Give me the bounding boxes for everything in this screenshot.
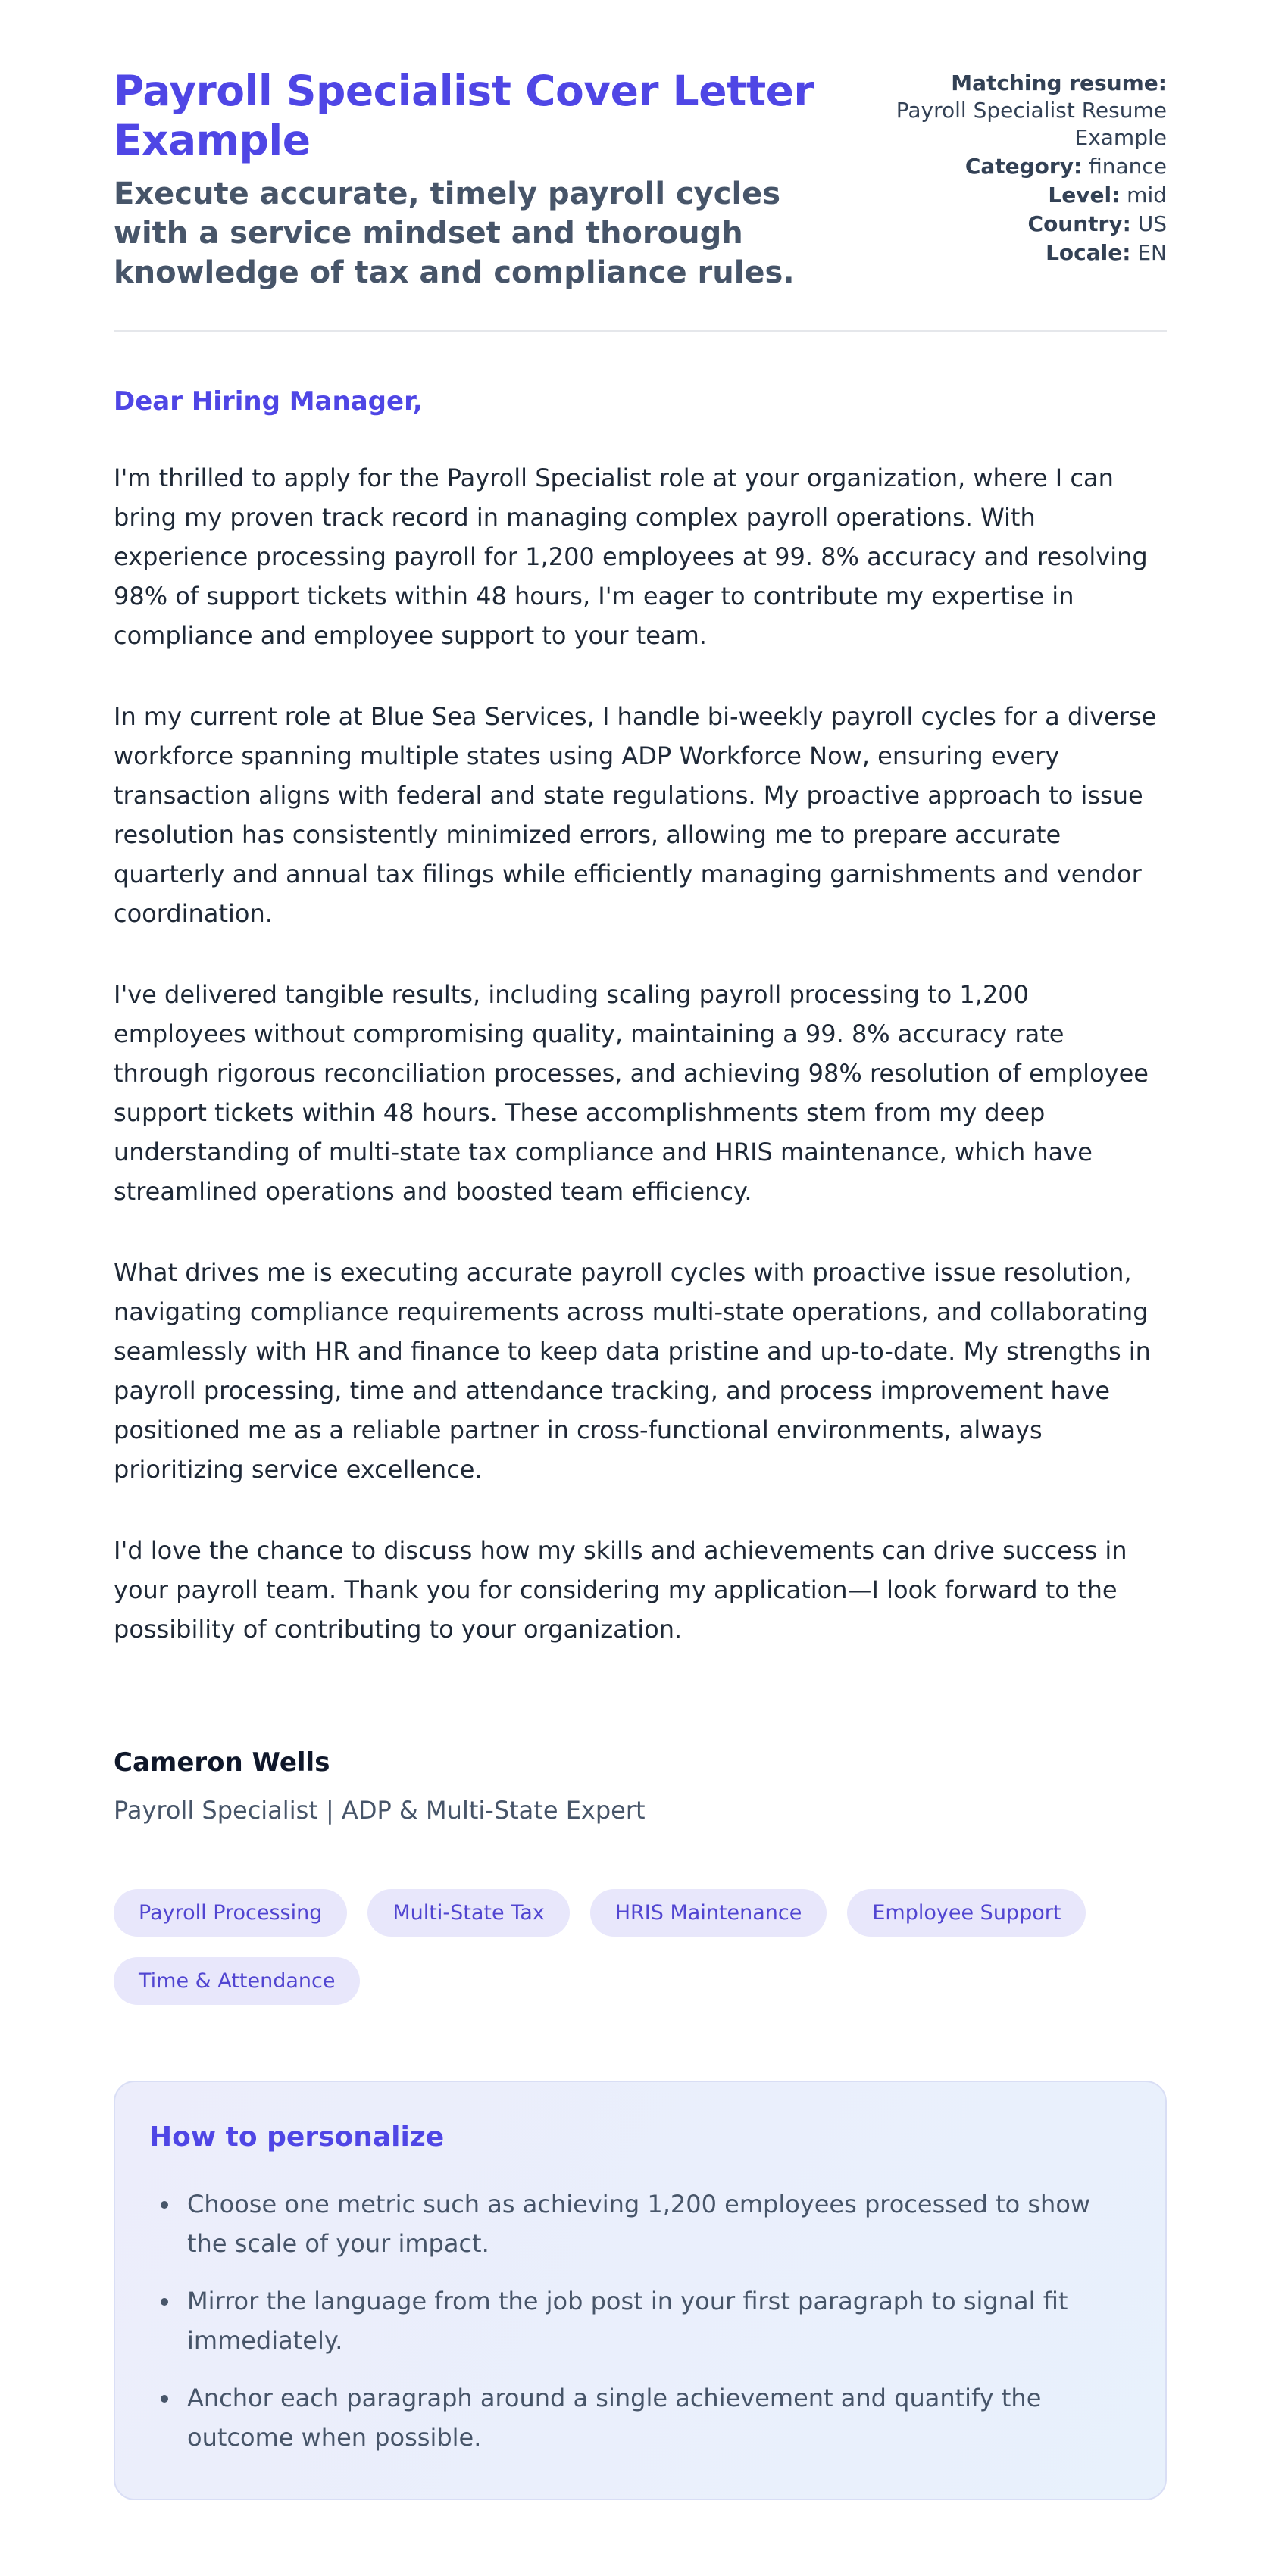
how-to-personalize-card	[114, 2081, 1167, 2500]
meta-level-value: mid	[1127, 183, 1167, 208]
header	[114, 67, 1167, 292]
letter-paragraph-3: I've delivered tangible results, including scaling payroll processing to 1,200 employees without compromising quality, maintaining a 99. 8% accuracy rate through rigorous reconciliation processes, and achieving 98% resolution of employee support tickets within 48 hours. These accomplishments stem from my deep understanding of multi-state tax compliance and HRIS maintenance, which have streamlined operations and boosted team efficiency.	[114, 979, 1149, 1206]
meta-level-label: Level:	[1048, 183, 1121, 208]
meta-matching-resume-value: Payroll Specialist Resume Example	[896, 98, 1167, 150]
cover-letter-page	[114, 0, 1167, 2500]
meta-locale	[851, 239, 1167, 267]
tip-card-title: How to personalize	[149, 2121, 445, 2153]
signature-name: Cameron Wells	[114, 1747, 330, 1778]
meta-locale-label: Locale:	[1046, 240, 1131, 265]
skill-tag-payroll-processing: Payroll Processing	[114, 1889, 347, 1937]
letter-greeting: Dear Hiring Manager,	[114, 386, 423, 417]
meta-locale-value: EN	[1137, 240, 1167, 265]
meta-country	[851, 211, 1167, 238]
meta-category-value: finance	[1089, 154, 1167, 179]
signature-title: Payroll Specialist | ADP & Multi-State Expert	[114, 1795, 646, 1825]
meta-matching-resume-label: Matching resume:	[951, 70, 1167, 95]
skill-tag-employee-support: Employee Support	[847, 1889, 1086, 1937]
skill-tag-time-attendance: Time & Attendance	[114, 1957, 360, 2005]
page-title: Payroll Specialist Cover Letter Example	[114, 67, 814, 164]
page-subtitle: Execute accurate, timely payroll cycles with a service mindset and thorough knowledge of tax and compliance rules.	[114, 176, 795, 290]
header-title-block	[114, 67, 851, 292]
skill-tags	[114, 1889, 1167, 2005]
letter-paragraph-1: I'm thrilled to apply for the Payroll Specialist role at your organization, where I can bring my proven track record in managing complex payroll operations. With experience processing payroll for 1,200 employees at 99. 8% accuracy and resolving 98% of support tickets within 48 hours, I'm eager to contribute my expertise in compliance and employee support to your team.	[114, 463, 1148, 650]
skill-tag-hris-maintenance: HRIS Maintenance	[590, 1889, 827, 1937]
header-divider	[114, 330, 1167, 332]
tip-card-bullet-2: • Mirror the language from the job post in your first paragraph to signal fit immediately.	[181, 2281, 1124, 2360]
tip-card-list	[149, 2184, 1124, 2457]
meta-country-value: US	[1137, 211, 1167, 236]
letter-paragraph-4: What drives me is executing accurate payroll cycles with proactive issue resolution, navigating compliance requirements across multi-state operations, and collaborating seamlessly with HR and finance to keep data pristine and up-to-date. My strengths in payroll processing, time and attendance tracking, and process improvement have positioned me as a reliable partner in cross-functional environments, always prioritizing service excellence.	[114, 1257, 1151, 1484]
tip-card-bullet-3: • Anchor each paragraph around a single achievement and quantify the outcome when possible.	[181, 2378, 1124, 2457]
meta-category	[851, 153, 1167, 180]
meta-country-label: Country:	[1027, 211, 1131, 236]
letter-paragraph-2: In my current role at Blue Sea Services, I handle bi-weekly payroll cycles for a diverse workforce spanning multiple states using ADP Workforce Now, ensuring every transaction aligns with federal and state regulations. My proactive approach to issue resolution has consistently minimized errors, allowing me to prepare accurate quarterly and annual tax filings while efficiently managing garnishments and vendor coordination.	[114, 701, 1157, 928]
skill-tag-multi-state-tax: Multi-State Tax	[367, 1889, 569, 1937]
meta-category-label: Category:	[964, 154, 1083, 179]
letter-paragraph-5: I'd love the chance to discuss how my skills and achievements can drive success in your payroll team. Thank you for considering my application—I look forward to the possibility of contributing to your organization.	[114, 1535, 1127, 1644]
meta-level	[851, 182, 1167, 209]
meta-panel	[851, 67, 1167, 268]
tip-card-bullet-1: • Choose one metric such as achieving 1,200 employees processed to show the scale of your impact.	[181, 2184, 1124, 2263]
letter-body	[114, 386, 1167, 2500]
meta-matching-resume	[851, 70, 1167, 151]
